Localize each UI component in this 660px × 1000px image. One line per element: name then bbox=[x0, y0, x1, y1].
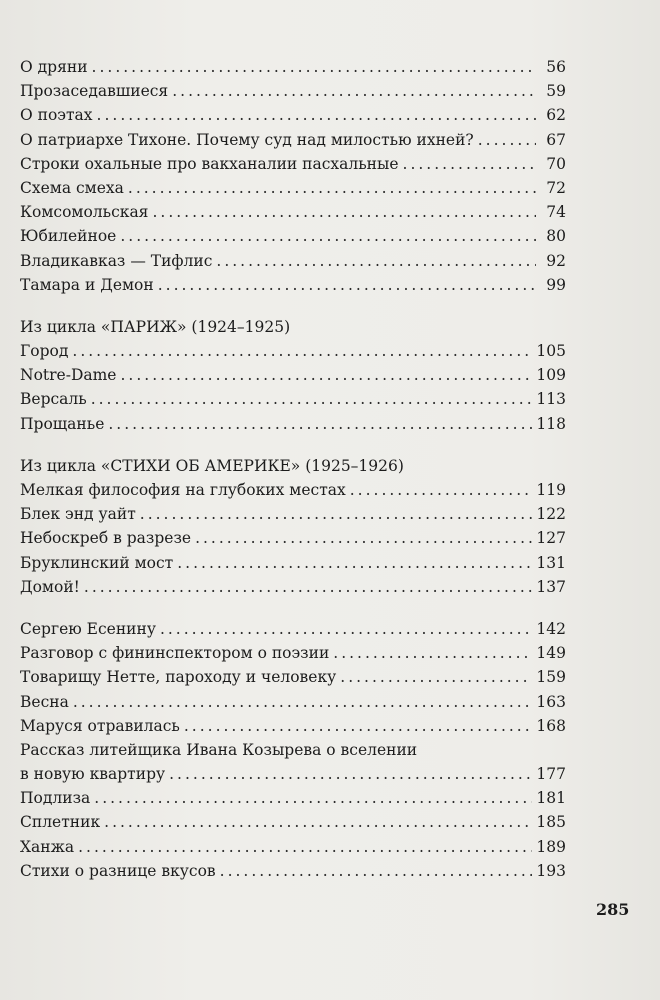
toc-entry-page: 137 bbox=[536, 577, 566, 596]
toc-entry-title: Юбилейное bbox=[20, 227, 117, 246]
section-gap bbox=[20, 436, 566, 454]
dot-leader bbox=[333, 641, 532, 665]
toc-entry bbox=[20, 128, 566, 152]
toc-entry-title: Прощанье bbox=[20, 414, 105, 433]
toc-entry-title: Товарищу Нетте, пароходу и человеку bbox=[20, 668, 337, 687]
toc-entry-page: 56 bbox=[546, 58, 566, 76]
toc-entry-page: 62 bbox=[546, 106, 566, 125]
dot-leader bbox=[169, 762, 532, 786]
toc-entry bbox=[20, 786, 566, 810]
toc-entry-page: 92 bbox=[546, 251, 566, 270]
toc-entry-title: Сергею Есенину bbox=[20, 619, 156, 638]
toc-entry-title: Подлиза bbox=[20, 789, 91, 808]
dot-leader bbox=[84, 575, 533, 599]
toc-entry-title: Ханжа bbox=[20, 837, 75, 856]
dot-leader bbox=[340, 665, 532, 689]
dot-leader bbox=[177, 551, 532, 575]
toc-entry-page: 67 bbox=[546, 130, 566, 149]
toc-entry bbox=[20, 810, 566, 834]
toc-entry bbox=[20, 835, 566, 859]
toc-entry bbox=[20, 249, 566, 273]
toc-entry-page: 189 bbox=[536, 837, 566, 856]
table-of-contents bbox=[20, 55, 566, 883]
toc-entry-title: О патриархе Тихоне. Почему суд над милостью ихней? bbox=[20, 130, 474, 149]
toc-entry-page: 72 bbox=[546, 178, 566, 197]
toc-entry bbox=[20, 200, 566, 224]
toc-entry-title: Бруклинский мост bbox=[20, 553, 174, 572]
toc-entry bbox=[20, 665, 566, 689]
toc-entry bbox=[20, 224, 566, 248]
toc-entry-title: Тамара и Демон bbox=[20, 275, 154, 294]
page-number: 285 bbox=[596, 900, 630, 919]
toc-entry-page: 105 bbox=[536, 342, 566, 361]
toc-entry-page: 193 bbox=[536, 861, 566, 880]
toc-entry-page: 127 bbox=[536, 529, 566, 548]
toc-entry-title: Весна bbox=[20, 692, 69, 711]
toc-entry-title: Домой! bbox=[20, 577, 80, 596]
toc-entry bbox=[20, 714, 566, 738]
dot-leader bbox=[108, 412, 532, 436]
toc-entry bbox=[20, 103, 566, 127]
dot-leader bbox=[172, 79, 536, 103]
dot-leader bbox=[140, 502, 533, 526]
toc-entry-title: Стихи о разнице вкусов bbox=[20, 861, 216, 880]
toc-entry-title: Город bbox=[20, 342, 69, 361]
toc-entry-title: Мелкая философия на глубоких местах bbox=[20, 481, 346, 499]
toc-entry-title: Маруся отравилась bbox=[20, 716, 180, 735]
toc-entry-page: 80 bbox=[546, 227, 566, 246]
dot-leader bbox=[184, 714, 533, 738]
dot-leader bbox=[350, 478, 533, 502]
toc-entry bbox=[20, 273, 566, 297]
toc-entry-title: Версаль bbox=[20, 390, 87, 409]
toc-entry bbox=[20, 387, 566, 411]
toc-entry-page: 122 bbox=[536, 505, 566, 524]
toc-entry-title: О дряни bbox=[20, 58, 88, 76]
dot-leader bbox=[120, 224, 536, 248]
toc-entry-page: 185 bbox=[536, 813, 566, 832]
section-gap bbox=[20, 297, 566, 315]
dot-leader bbox=[94, 786, 532, 810]
dot-leader bbox=[97, 103, 536, 127]
toc-entry bbox=[20, 859, 566, 883]
dot-leader bbox=[478, 128, 536, 152]
section-gap bbox=[20, 599, 566, 617]
toc-entry-title: Notre-Dame bbox=[20, 366, 117, 385]
section-heading: Из цикла «ПАРИЖ» (1924–1925) bbox=[20, 317, 291, 336]
toc-entry bbox=[20, 176, 566, 200]
dot-leader bbox=[73, 690, 533, 714]
dot-leader bbox=[128, 176, 536, 200]
dot-leader bbox=[78, 835, 532, 859]
toc-entry-page: 159 bbox=[536, 668, 566, 687]
toc-entry bbox=[20, 551, 566, 575]
toc-entry-page: 119 bbox=[536, 481, 566, 499]
toc-entry-title: Небоскреб в разрезе bbox=[20, 529, 192, 548]
dot-leader bbox=[195, 526, 532, 550]
toc-entry-page: 131 bbox=[536, 553, 566, 572]
dot-leader bbox=[72, 339, 532, 363]
toc-entry bbox=[20, 617, 566, 641]
toc-entry-page: 181 bbox=[536, 789, 566, 808]
toc-entry-title: Рассказ литейщика Ивана Козырева о вселении bbox=[20, 740, 418, 759]
toc-entry-page: 99 bbox=[546, 275, 566, 294]
toc-entry bbox=[20, 641, 566, 665]
toc-entry-page: 70 bbox=[546, 154, 566, 173]
toc-entry bbox=[20, 79, 566, 103]
toc-entry-page: 59 bbox=[546, 82, 566, 101]
dot-leader bbox=[220, 859, 533, 883]
toc-entry-title: Схема смеха bbox=[20, 178, 124, 197]
dot-leader bbox=[104, 810, 532, 834]
toc-entry bbox=[20, 339, 566, 363]
toc-entry-page: 142 bbox=[536, 619, 566, 638]
toc-entry bbox=[20, 152, 566, 176]
toc-entry-title: Блек энд уайт bbox=[20, 505, 136, 524]
toc-entry bbox=[20, 690, 566, 714]
toc-entry-title: в новую квартиру bbox=[20, 765, 166, 784]
toc-entry-page: 109 bbox=[536, 366, 566, 385]
toc-entry bbox=[20, 363, 566, 387]
toc-entry-title: Комсомольская bbox=[20, 203, 149, 222]
toc-entry bbox=[20, 502, 566, 526]
toc-entry-page: 74 bbox=[546, 203, 566, 222]
toc-entry-page: 177 bbox=[536, 765, 566, 784]
dot-leader bbox=[216, 249, 536, 273]
toc-entry-title: Владикавказ — Тифлис bbox=[20, 251, 213, 270]
toc-entry bbox=[20, 478, 566, 502]
dot-leader bbox=[160, 617, 532, 641]
toc-entry bbox=[20, 526, 566, 550]
dot-leader bbox=[403, 152, 536, 176]
toc-entry-page: 163 bbox=[536, 692, 566, 711]
dot-leader bbox=[92, 55, 536, 79]
toc-entry-title: Разговор с фининспектором о поэзии bbox=[20, 644, 330, 663]
toc-entry-page: 149 bbox=[536, 644, 566, 663]
toc-entry bbox=[20, 55, 566, 79]
section-heading: Из цикла «СТИХИ ОБ АМЕРИКЕ» (1925–1926) bbox=[20, 456, 404, 475]
toc-entry-page: 113 bbox=[536, 390, 566, 409]
toc-entry-page: 168 bbox=[536, 716, 566, 735]
dot-leader bbox=[152, 200, 536, 224]
toc-entry bbox=[20, 762, 566, 786]
toc-entry-page: 118 bbox=[536, 414, 566, 433]
toc-entry bbox=[20, 575, 566, 599]
toc-entry-title: Строки охальные про вакханалии пасхальные bbox=[20, 154, 399, 173]
dot-leader bbox=[158, 273, 536, 297]
toc-entry-title: Сплетник bbox=[20, 813, 101, 832]
dot-leader bbox=[120, 363, 532, 387]
toc-entry-title: О поэтах bbox=[20, 106, 93, 125]
dot-leader bbox=[91, 387, 533, 411]
toc-entry bbox=[20, 412, 566, 436]
toc-entry-title: Прозаседавшиеся bbox=[20, 82, 169, 101]
